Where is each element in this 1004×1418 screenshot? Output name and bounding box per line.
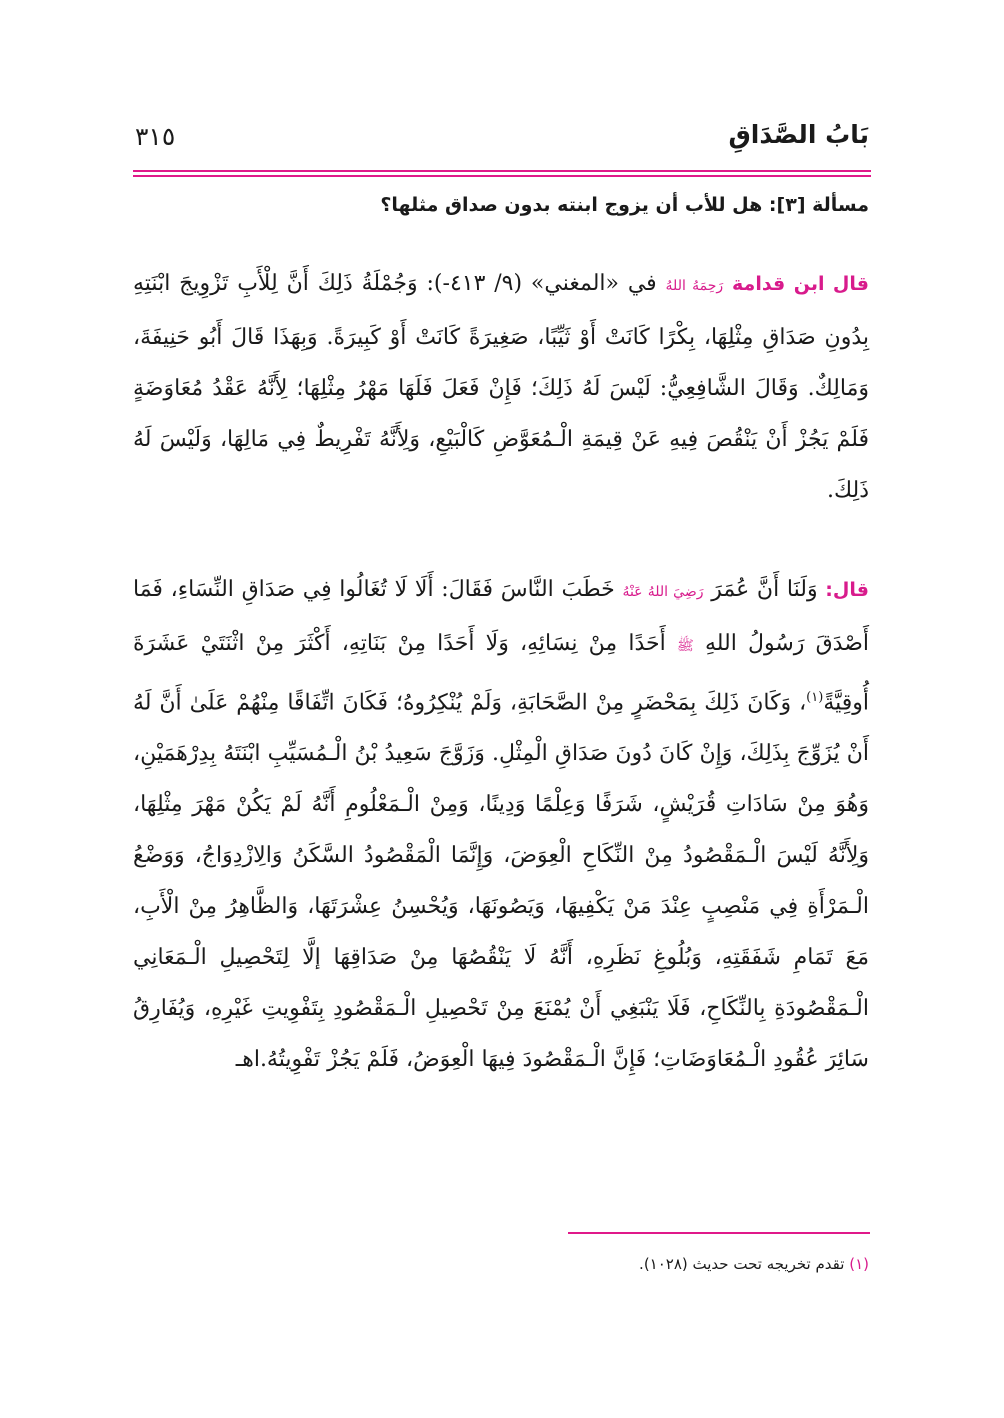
honorific-glyph: رَضِيَ اللهُ عَنْهُ	[622, 584, 704, 600]
header-rule-top	[133, 170, 871, 172]
footnote-reference[interactable]: (١)	[806, 690, 824, 705]
paragraph-ibn-qudama	[133, 258, 869, 516]
footnote-separator	[568, 1232, 870, 1234]
speaker-label: قال ابن قدامة	[732, 273, 869, 295]
paragraph-response	[133, 564, 869, 1085]
issue-heading: مسألة [٣]: هل للأب أن يزوج ابنته بدون صداق مثلها؟	[380, 194, 869, 216]
speaker-label: قال:	[825, 579, 869, 601]
footnote	[135, 1252, 869, 1276]
honorific-glyph: رَحِمَهُ اللهُ	[665, 278, 724, 294]
salawat-glyph: ﷺ	[676, 638, 694, 654]
page-number: ٣١٥	[135, 122, 176, 151]
header-rule-bottom	[133, 175, 871, 177]
source-citation: في «المغني» (٩/ ٤١٣-):	[426, 271, 657, 296]
footnote-number: (١)	[849, 1255, 869, 1273]
paragraph-text: أَحَدًا مِنْ نِسَائِهِ، وَلَا أَحَدًا مِنْ بَنَاتِهِ، أَكْثَرَ مِنْ اثْنَتَيْ عَشَرَةَ أُوقِيَّةً	[133, 631, 869, 716]
paragraph-text: وَلَنَا أَنَّ عُمَرَ	[711, 577, 818, 602]
footnote-text: تقدم تخريجه تحت حديث (١٠٢٨).	[639, 1255, 845, 1273]
paragraph-text: وَجُمْلَةُ ذَلِكَ أَنَّ لِلْأَبِ تَزْوِيجَ ابْنَتِهِ بِدُونِ صَدَاقِ مِثْلِهَا، بِكْرًا كَانَتْ أَوْ ثَيِّبًا، صَغِيرَةً كَانَتْ أَوْ كَبِيرَةً. وَبِهَذَا قَالَ أَبُو حَنِيفَةَ، وَمَالِكٌ. وَقَالَ الشَّافِعِيُّ: لَيْسَ لَهُ ذَلِكَ؛ فَإِنْ فَعَلَ فَلَهَا مَهْرُ مِثْلِهَا؛ لِأَنَّهُ عَقْدُ مُعَاوَضَةٍ فَلَمْ يَجُزْ أَنْ يَنْقُصَ فِيهِ عَنْ قِيمَةِ الْـمُعَوَّضِ كَالْبَيْعِ، وَلِأَنَّهُ تَفْرِيطٌ فِي مَالِهَا، وَلَيْسَ لَهُ ذَلِكَ.	[133, 271, 869, 503]
paragraph-text: ، وَكَانَ ذَلِكَ بِمَحْضَرٍ مِنْ الصَّحَابَةِ، وَلَمْ يُنْكِرُوهُ؛ فَكَانَ اتِّفَاقًا مِنْهُمْ عَلَىٰ أَنَّ لَهُ أَنْ يُزَوِّجَ بِذَلِكَ، وَإِنْ كَانَ دُونَ صَدَاقِ الْمِثْلِ. وَزَوَّجَ سَعِيدُ بْنُ الْـمُسَيِّبِ ابْنَتَهُ بِدِرْهَمَيْنِ، وَهُوَ مِنْ سَادَاتِ قُرَيْشٍ، شَرَفًا وَعِلْمًا وَدِينًا، وَمِنْ الْـمَعْلُومِ أَنَّهُ لَمْ يَكُنْ مَهْرَ مِثْلِهَا، وَلِأَنَّهُ لَيْسَ الْـمَقْصُودُ مِنْ النِّكَاحِ الْعِوَضَ، وَإِنَّمَا الْمَقْصُودُ السَّكَنُ وَالِازْدِوَاجُ، وَوَضْعُ الْـمَرْأَةِ فِي مَنْصِبٍ عِنْدَ مَنْ يَكْفِيهَا، وَيَصُونَهَا، وَيُحْسِنُ عِشْرَتَهَا، وَالظَّاهِرُ مِنْ الْأَبِ، مَعَ تَمَامِ شَفَقَتِهِ، وَبُلُوغِ نَظَرِهِ، أَنَّهُ لَا يَنْقُصُهَا مِنْ صَدَاقِهَا إلَّا لِتَحْصِيلِ الْـمَعَانِي الْـمَقْصُودَةِ بِالنِّكَاحِ، فَلَا يَنْبَغِي أَنْ يُمْنَعَ مِنْ تَحْصِيلِ الْـمَقْصُودِ بِتَفْوِيتِ غَيْرِهِ، وَيُفَارِقُ سَائِرَ عُقُودِ الْـمُعَاوَضَاتِ؛ فَإِنَّ الْـمَقْصُودَ فِيهَا الْعِوَضُ، فَلَمْ يَجُزْ تَفْوِيتُهُ.اهـ	[133, 690, 869, 1073]
paragraph-text: خَطَبَ النَّاسَ فَقَالَ: أَلَا لَا تُغَالُوا فِي صَدَاقِ النِّسَاءِ، فَمَا أَصْدَقَ رَسُولُ اللهِ	[133, 577, 870, 656]
chapter-title: بَابُ الصَّدَاقِ	[728, 120, 869, 149]
